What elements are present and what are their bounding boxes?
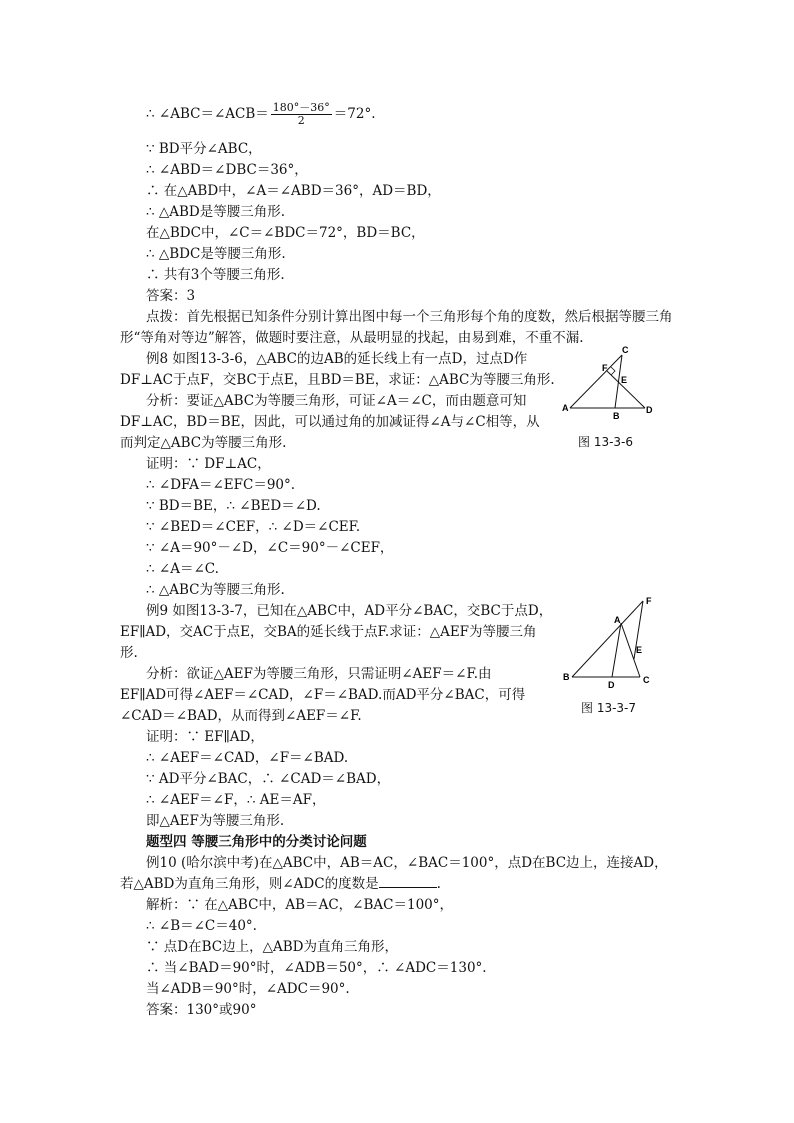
text-line: ∴ 在△ABD中，∠A＝∠ABD＝36°，AD＝BD， (146, 183, 441, 199)
section-heading: 题型四 等腰三角形中的分类讨论问题 (146, 834, 367, 850)
fig1-label-e: E (621, 375, 628, 385)
fig2-label-c: C (643, 675, 650, 685)
text-line: 当∠ADB＝90°时，∠ADC＝90°. (146, 981, 350, 997)
figure-caption: 图 13-3-6 (578, 435, 634, 449)
text-line: 分析：欲证△AEF为等腰三角形，只需证明∠AEF＝∠F.由 (146, 666, 492, 682)
text-line: ∵ ∠BED＝∠CEF，∴ ∠D＝∠CEF. (146, 519, 361, 535)
fraction-numerator: 180°－36° (272, 101, 330, 114)
text-line: 例8 如图13-3-6，△ABC的边AB的延长线上有一点D，过点D作 (146, 351, 528, 367)
text-span: ∴ ∠ABC＝∠ACB＝ (146, 106, 269, 122)
text-line: 分析：要证△ABC为等腰三角形，可证∠A＝∠C，而由题意可知 (146, 393, 527, 409)
fig1-label-f: F (602, 363, 608, 373)
fig2-label-a: A (614, 615, 621, 625)
text-line: ∵ BD平分∠ABC， (146, 141, 262, 157)
text-line: ∴ △ABD是等腰三角形. (146, 204, 286, 220)
text-line: 点拨：首先根据已知条件分别计算出图中每一个三角形每个角的度数，然后根据等腰三角 (146, 309, 673, 325)
figure-caption: 图 13-3-7 (581, 701, 637, 715)
text-line (146, 102, 376, 127)
text-line: 例9 如图13-3-7，已知在△ABC中，AD平分∠BAC，交BC于点D， (146, 603, 553, 619)
figure-13-3-6 (560, 345, 660, 425)
text-line: ∵ AD平分∠BAC，∴ ∠CAD＝∠BAD， (146, 771, 391, 787)
text-line: 在△BDC中，∠C＝∠BDC＝72°，BD＝BC， (146, 225, 425, 241)
text-line: 形“等角对等边”解答，做题时要注意，从最明显的找起，由易到难，不重不漏. (120, 330, 584, 346)
answer-blank (379, 875, 437, 888)
text-line: ∴ △ABC为等腰三角形. (146, 582, 285, 598)
figure-13-3-7 (560, 595, 660, 690)
fig1-label-a: A (562, 403, 569, 413)
text-line: ∴ ∠ABD＝∠DBC＝36°， (146, 162, 308, 178)
fraction (271, 102, 332, 127)
fig2-label-d: D (608, 680, 615, 690)
text-line: ∴ ∠AEF＝∠F，∴ AE＝AF， (146, 792, 326, 808)
fig1-label-b: B (613, 411, 620, 421)
text-line: 而判定△ABC为等腰三角形. (120, 435, 287, 451)
text-line: 解析：∵ 在△ABC中，AB＝AC，∠BAC＝100°， (146, 897, 453, 913)
fig1-label-d: D (646, 405, 653, 415)
text-line: EF∥AD，交AC于点E，交BA的延长线于点F.求证：△AEF为等腰三角 (120, 624, 537, 640)
text-span: . (436, 876, 441, 892)
text-line: 证明：∵ DF⊥AC， (146, 456, 271, 472)
text-line: ∵ 点D在BC边上，△ABD为直角三角形， (146, 939, 398, 955)
fig2-label-e: E (636, 645, 643, 655)
text-line: ∴ ∠A＝∠C. (146, 561, 219, 577)
text-line: ∴ 当∠BAD＝90°时，∠ADB＝50°，∴ ∠ADC＝130°. (146, 960, 487, 976)
text-line: 答案：3 (146, 288, 196, 304)
text-line: ∴ ∠AEF＝∠CAD，∠F＝∠BAD. (146, 750, 349, 766)
text-line: 答案：130°或90° (146, 1002, 257, 1018)
fraction-denominator: 2 (297, 114, 305, 127)
text-span: ＝72°. (333, 106, 376, 122)
fig1-label-c: C (622, 345, 629, 355)
text-line: EF∥AD可得∠AEF＝∠CAD，∠F＝∠BAD.而AD平分∠BAC，可得 (120, 687, 526, 703)
text-line: ∴ ∠B＝∠C＝40°. (146, 918, 257, 934)
text-line: ∠CAD＝∠BAD，从而得到∠AEF＝∠F. (120, 708, 362, 724)
text-line: DF⊥AC，BD＝BE，因此，可以通过角的加减证得∠A与∠C相等，从 (120, 414, 540, 430)
text-line: ∴ 共有3个等腰三角形. (146, 267, 285, 283)
text-line: 证明：∵ EF∥AD， (146, 729, 264, 745)
text-line: DF⊥AC于点F，交BC于点E，且BD＝BE，求证：△ABC为等腰三角形. (120, 372, 555, 388)
text-line: 例10 (哈尔滨中考)在△ABC中，AB＝AC，∠BAC＝100°，点D在BC边上，连接AD， (146, 855, 668, 871)
text-line: ∴ ∠DFA＝∠EFC＝90°. (146, 477, 296, 493)
fig2-label-f: F (646, 596, 652, 606)
text-line: 即△AEF为等腰三角形. (146, 813, 285, 829)
text-line: ∴ △BDC是等腰三角形. (146, 246, 286, 262)
text-line (120, 875, 441, 893)
text-span: 若△ABD为直角三角形，则∠ADC的度数是 (120, 876, 379, 892)
text-line: ∵ BD＝BE，∴ ∠BED＝∠D. (146, 498, 321, 514)
text-line: 形. (120, 645, 138, 661)
text-line: ∵ ∠A＝90°－∠D，∠C＝90°－∠CEF， (146, 540, 394, 556)
fig2-label-b: B (563, 672, 570, 682)
